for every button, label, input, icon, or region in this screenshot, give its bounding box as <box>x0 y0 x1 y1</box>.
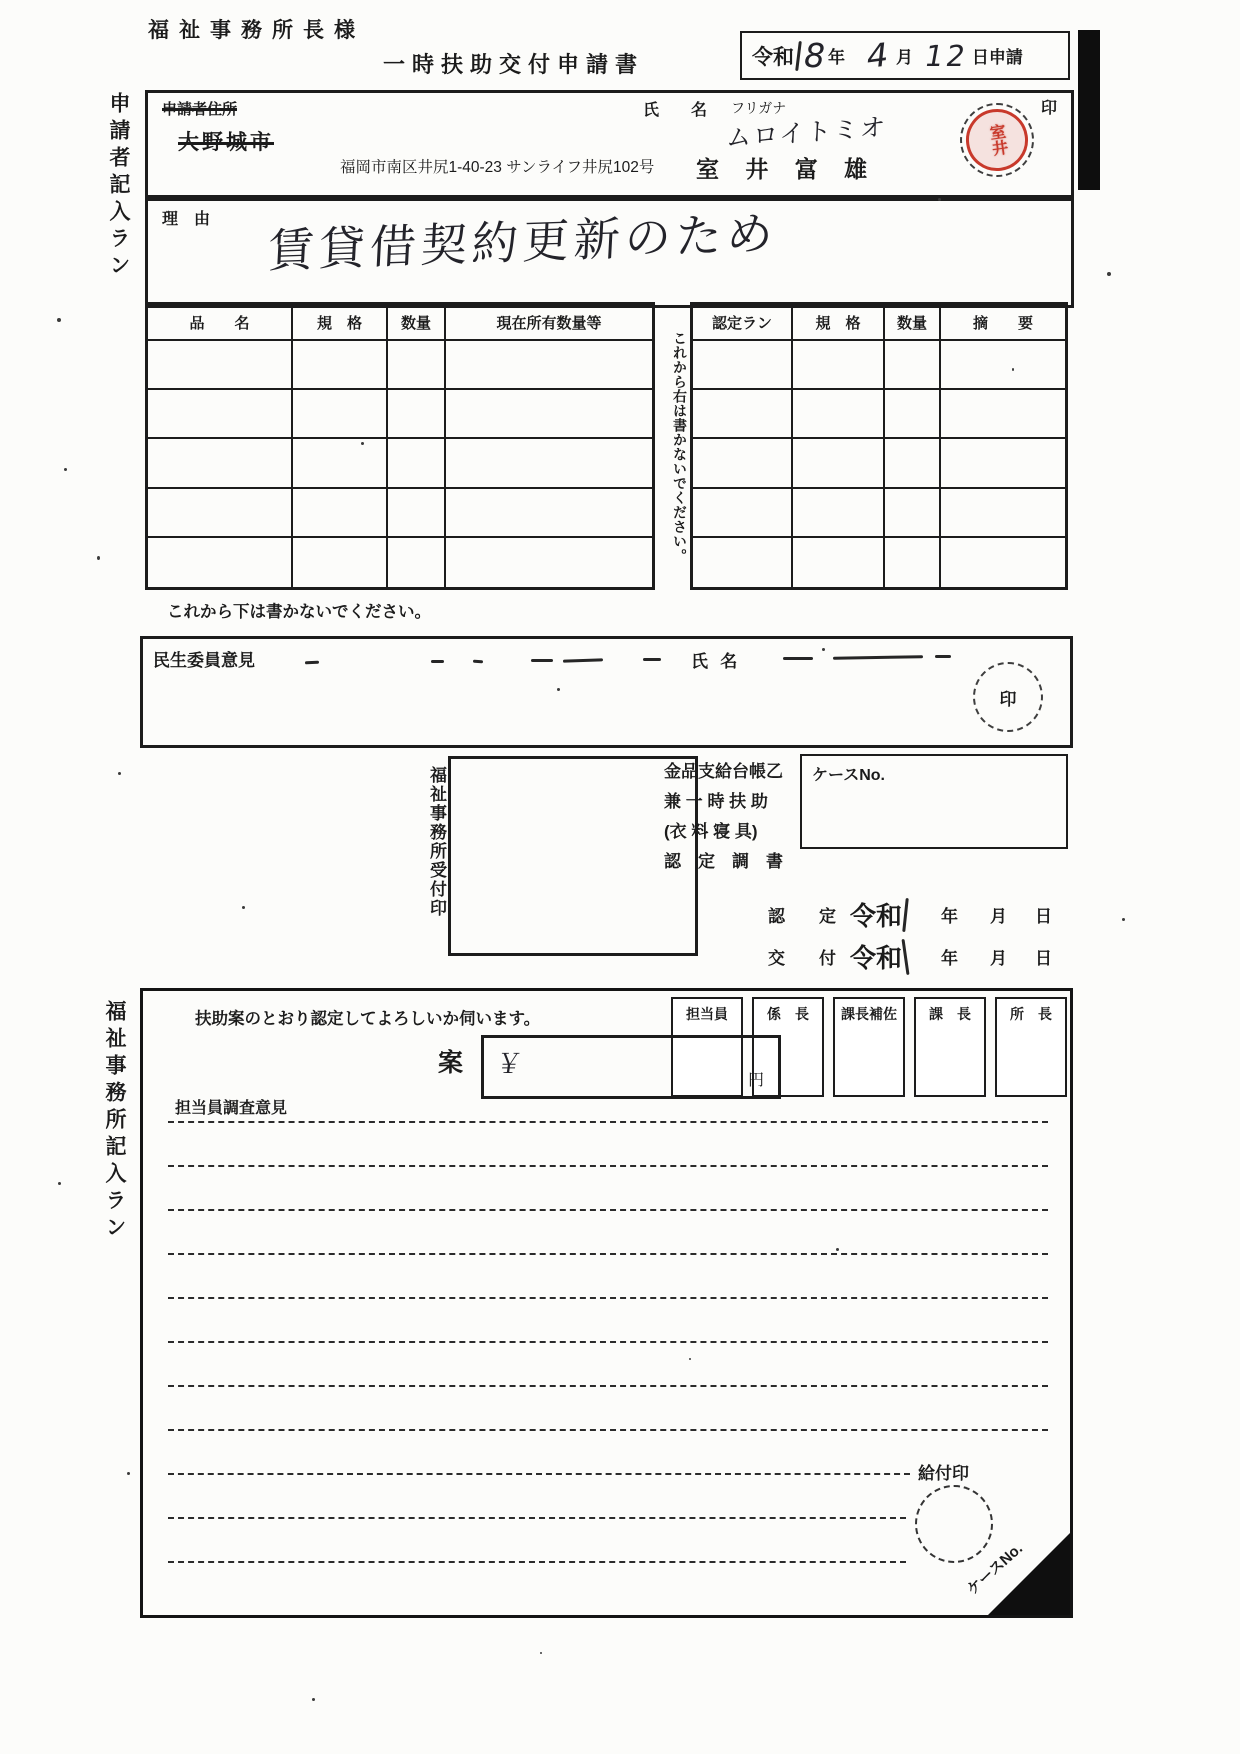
table-cell-empty <box>148 439 293 488</box>
receipt-stamp-vertical-label: 福祉事務所受付印 <box>427 766 446 918</box>
ledger-title-line: 金品支給台帳乙 <box>664 762 783 781</box>
divider-note-vertical: これから右は書かないでください。 <box>672 331 688 563</box>
approval-date-row <box>768 896 1052 933</box>
table-cell-empty <box>693 390 793 439</box>
writing-line <box>168 1297 1048 1299</box>
table-cell-empty <box>388 390 446 439</box>
pen-stroke <box>902 897 909 931</box>
commissioner-name-label: 氏 名 <box>691 652 742 671</box>
red-stamp: 室井 <box>962 105 1032 175</box>
table-cell-empty <box>941 341 1065 390</box>
applicant-city-crossed-out: 大野城市 <box>178 131 274 154</box>
furigana-label: フリガナ <box>731 100 787 116</box>
approver-box-shocho: 所 長 <box>995 997 1067 1097</box>
writing-line <box>168 1385 1048 1387</box>
grant-stamp-circle <box>915 1485 993 1563</box>
table-cell-empty <box>446 341 652 390</box>
writing-line <box>168 1341 1048 1343</box>
plan-label: 案 <box>438 1049 464 1077</box>
form-title: 一時扶助交付申請書 <box>383 52 645 77</box>
table-cell-empty <box>148 489 293 538</box>
writing-line <box>168 1165 1048 1167</box>
grant-date-row <box>768 938 1052 975</box>
year-handwritten: 8 <box>800 35 829 76</box>
scan-noise <box>312 1698 315 1701</box>
ledger-title-line: (衣 料 寝 具) <box>664 822 758 841</box>
col-header-spec2: 規 格 <box>793 305 885 341</box>
approver-box-kachohosa: 課長補佐 <box>833 997 905 1097</box>
scan-noise <box>557 688 560 691</box>
approval-era: 令和 <box>850 902 903 931</box>
grant-month: 月 <box>990 949 1008 968</box>
commissioner-label: 民生委員意見 <box>153 651 255 670</box>
approval-year: 年 <box>941 907 959 926</box>
case-no-label: ケースNo. <box>812 767 885 784</box>
application-date-box <box>740 31 1070 80</box>
table-cell-empty <box>446 439 652 488</box>
scan-noise <box>822 648 825 651</box>
commissioner-box <box>140 636 1073 748</box>
day-handwritten: 12 <box>922 38 971 73</box>
writing-line <box>168 1121 1048 1123</box>
pen-mark <box>431 660 444 663</box>
decision-box <box>140 988 1073 1618</box>
col-header-qty2: 数量 <box>885 305 941 341</box>
approval-day: 日 <box>1035 907 1053 926</box>
col-header-spec: 規 格 <box>293 305 388 341</box>
yen-sign-handwritten: ￥ <box>493 1049 525 1080</box>
col-header-approved: 認定ラン <box>693 305 793 341</box>
year-suffix: 年 <box>828 48 845 67</box>
inquiry-text: 扶助案のとおり認定してよろしいか伺います。 <box>195 1010 541 1028</box>
grant-day: 日 <box>1035 949 1053 968</box>
table-cell-empty <box>793 489 885 538</box>
table-cell-empty <box>693 439 793 488</box>
table-cell-empty <box>885 489 941 538</box>
recipient-line: 福祉事務所長様 <box>148 19 365 42</box>
writing-line <box>168 1561 906 1563</box>
table-cell-empty <box>941 390 1065 439</box>
receipt-stamp-box <box>448 756 698 956</box>
scan-noise <box>57 318 61 322</box>
opinion-label: 担当員調査意見 <box>175 1100 288 1117</box>
reason-handwritten: 賃貸借契約更新のため <box>266 206 780 278</box>
scan-noise <box>1107 272 1111 276</box>
table-cell-empty <box>388 341 446 390</box>
table-cell-empty <box>293 439 388 488</box>
pen-mark <box>935 655 951 658</box>
scan-noise <box>540 1652 542 1654</box>
approver-box-tantoin: 担当員 <box>671 997 743 1097</box>
approver-box-kacho: 課 長 <box>914 997 986 1097</box>
pen-mark <box>305 661 319 665</box>
applicant-address-value: 福岡市南区井尻1-40-23 サンライフ井尻102号 <box>340 159 655 176</box>
table-cell-empty <box>693 341 793 390</box>
scan-noise <box>58 1182 61 1185</box>
table-cell-empty <box>446 489 652 538</box>
writing-line <box>168 1517 906 1519</box>
scan-noise <box>1012 368 1014 371</box>
table-cell-empty <box>941 489 1065 538</box>
pen-mark <box>643 658 661 661</box>
era-label: 令和 <box>752 44 794 69</box>
table-cell-empty <box>388 439 446 488</box>
grant-year: 年 <box>941 949 959 968</box>
table-cell-empty <box>693 489 793 538</box>
scan-artifact-bar <box>1078 30 1100 190</box>
scan-noise <box>127 1472 130 1475</box>
table-cell-empty <box>793 439 885 488</box>
ledger-title-line: 認 定 調 書 <box>664 852 783 871</box>
pen-stroke <box>902 938 910 974</box>
case-no-corner-label: ケースNo. <box>963 1540 1026 1599</box>
items-table-right <box>690 302 1068 590</box>
name-label: 氏 名 <box>643 102 716 119</box>
table-cell-empty <box>885 538 941 587</box>
commissioner-seal-label: 印 <box>999 689 1017 709</box>
seal-label: 印 <box>1041 100 1058 117</box>
table-cell-empty <box>885 390 941 439</box>
writing-line <box>168 1209 1048 1211</box>
table-cell-empty <box>148 390 293 439</box>
pen-mark <box>563 658 603 662</box>
table-cell-empty <box>148 538 293 587</box>
day-suffix: 日申請 <box>971 48 1023 67</box>
scan-noise <box>64 468 67 471</box>
approver-box-kakaricho: 係 長 <box>752 997 824 1097</box>
scan-noise <box>689 1358 691 1360</box>
scan-noise <box>836 1248 839 1251</box>
month-suffix: 月 <box>896 48 913 67</box>
table-cell-empty <box>293 390 388 439</box>
furigana-handwritten: ムロイトミオ <box>725 112 888 153</box>
note-below: これから下は書かないでください。 <box>167 603 431 621</box>
grant-era: 令和 <box>850 944 903 973</box>
table-cell-empty <box>793 390 885 439</box>
items-table-left <box>145 302 655 590</box>
table-cell-empty <box>293 538 388 587</box>
month-handwritten: 4 <box>864 34 891 77</box>
applicant-seal-circle <box>960 103 1034 177</box>
commissioner-seal-circle <box>973 662 1043 732</box>
pen-mark <box>531 659 553 662</box>
writing-line <box>168 1429 1048 1431</box>
plan-amount-box <box>481 1035 781 1099</box>
side-label-office-section: 福祉事務所記入ラン <box>103 1000 126 1243</box>
col-header-item-name: 品 名 <box>148 305 293 341</box>
table-cell-empty <box>388 538 446 587</box>
scan-noise <box>361 442 364 445</box>
ledger-title-line: 兼 一 時 扶 助 <box>664 792 768 811</box>
pen-mark <box>783 657 813 660</box>
scan-noise <box>1122 918 1125 921</box>
table-cell-empty <box>793 341 885 390</box>
scan-noise <box>118 772 121 775</box>
reason-box <box>145 195 1074 308</box>
side-label-applicant-section: 申請者記入ラン <box>107 92 130 281</box>
table-cell-empty <box>941 538 1065 587</box>
pen-mark <box>833 655 923 660</box>
table-cell-empty <box>446 390 652 439</box>
table-cell-empty <box>148 341 293 390</box>
scan-noise <box>97 556 100 560</box>
table-cell-empty <box>885 439 941 488</box>
table-cell-empty <box>885 341 941 390</box>
applicant-info-box <box>145 90 1074 201</box>
table-cell-empty <box>693 538 793 587</box>
applicant-name-value: 室 井 富 雄 <box>696 156 878 182</box>
applicant-address-label: 申請者住所 <box>162 101 238 118</box>
case-no-box <box>800 754 1068 849</box>
approval-label: 認 定 <box>768 907 836 926</box>
col-header-qty: 数量 <box>388 305 446 341</box>
reason-label: 理 由 <box>162 211 211 228</box>
table-cell-empty <box>293 489 388 538</box>
yen-unit-label: 円 <box>747 1072 764 1089</box>
table-cell-empty <box>941 439 1065 488</box>
table-cell-empty <box>388 489 446 538</box>
table-cell-empty <box>293 341 388 390</box>
pen-mark <box>473 660 483 664</box>
writing-line <box>168 1473 910 1475</box>
col-header-remarks: 摘 要 <box>941 305 1065 341</box>
scan-noise <box>242 906 245 909</box>
grant-stamp-label: 給付印 <box>918 1464 969 1483</box>
table-cell-empty <box>446 538 652 587</box>
table-cell-empty <box>793 538 885 587</box>
scan-noise <box>938 198 941 201</box>
col-header-current-qty: 現在所有数量等 <box>446 305 652 341</box>
approval-month: 月 <box>990 907 1008 926</box>
writing-line <box>168 1253 1048 1255</box>
grant-label: 交 付 <box>768 949 836 968</box>
